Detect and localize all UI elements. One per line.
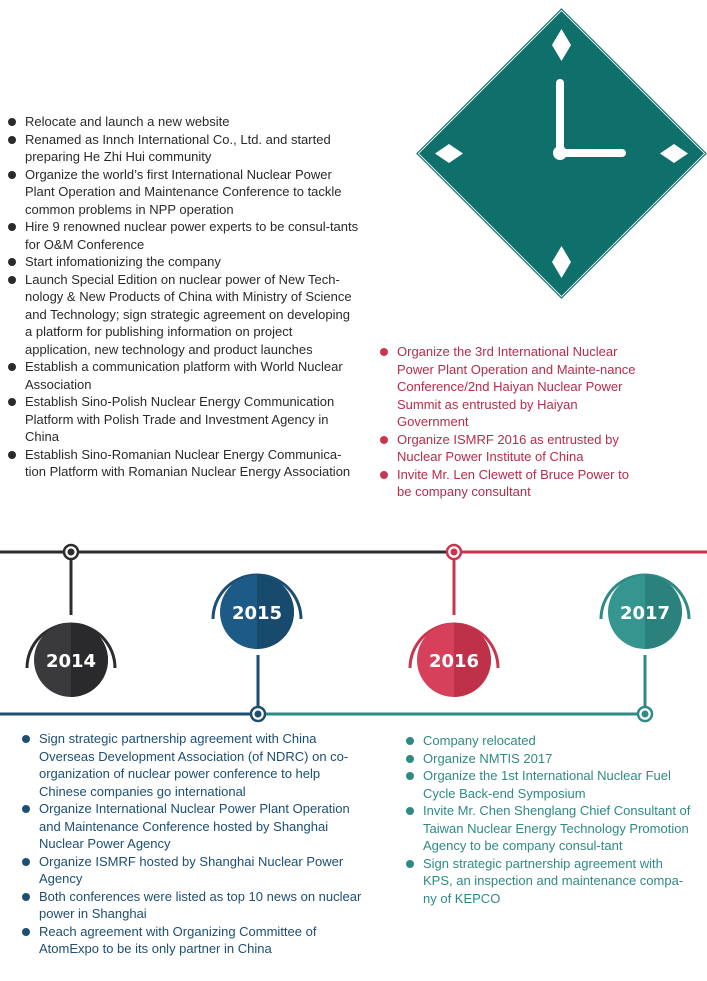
list-item: Renamed as Innch International Co., Ltd. and started preparing He Zhi Hui community — [7, 131, 359, 166]
node-2015-bottom — [251, 707, 265, 721]
clock-icon — [415, 7, 707, 300]
list-item: Invite Mr. Len Clewett of Bruce Power to be company consultant — [379, 466, 639, 501]
list-item: Start infomationizing the company — [7, 253, 359, 271]
list-item: Invite Mr. Chen Shenglang Chief Consultant of Taiwan Nuclear Energy Technology Promotion Agency to be company consul-tant — [405, 802, 695, 855]
list-item: Reach agreement with Organizing Committee of AtomExpo to be its only partner in China — [21, 923, 371, 958]
year-2017-label: 2017 — [619, 603, 671, 624]
list-item: Both conferences were listed as top 10 news on nuclear power in Shanghai — [21, 888, 371, 923]
list-2014 — [7, 113, 359, 481]
list-item: Hire 9 renowned nuclear power experts to be consul-tants for O&M Conference — [7, 218, 359, 253]
list-item: Company relocated — [405, 732, 695, 750]
list-item: Organize ISMRF 2016 as entrusted by Nuclear Power Institute of China — [379, 431, 639, 466]
year-2014-label: 2014 — [45, 651, 97, 672]
list-item: Organize ISMRF hosted by Shanghai Nuclear Power Agency — [21, 853, 371, 888]
node-2014-top — [64, 545, 78, 559]
list-item: Organize NMTIS 2017 — [405, 750, 695, 768]
list-item: Launch Special Edition on nuclear power of New Tech-nology & New Products of China with Ministry of Science and Technology; sign strategic agreement on developing a platform for publishing information on project application, new technology and product launches — [7, 271, 359, 359]
list-2016 — [379, 343, 639, 501]
year-2015-label: 2015 — [231, 603, 283, 624]
year-badge-2017 — [601, 575, 689, 649]
list-item: Organize the world’s first International Nuclear Power Plant Operation and Maintenance Conference to tackle common problems in NPP operation — [7, 166, 359, 219]
year-badge-2014 — [27, 623, 115, 697]
node-2017-bottom — [638, 707, 652, 721]
year-badge-2015 — [213, 575, 301, 649]
list-2015 — [21, 730, 371, 958]
list-item: Organize the 3rd International Nuclear Power Plant Operation and Mainte-nance Conference/2nd Haiyan Nuclear Power Summit as entrusted by Haiyan Government — [379, 343, 639, 431]
clock-center — [553, 146, 567, 160]
timeline — [0, 535, 707, 725]
list-item: Establish Sino-Romanian Nuclear Energy Communica-tion Platform with Romanian Nuclear Energy Association — [7, 446, 359, 481]
list-item: Relocate and launch a new website — [7, 113, 359, 131]
list-item: Establish Sino-Polish Nuclear Energy Communication Platform with Polish Trade and Investment Agency in China — [7, 393, 359, 446]
list-2017 — [405, 732, 695, 907]
list-item: Organize the 1st International Nuclear Fuel Cycle Back-end Symposium — [405, 767, 695, 802]
node-2016-top — [447, 545, 461, 559]
list-item: Sign strategic partnership agreement with KPS, an inspection and maintenance compa-ny of KEPCO — [405, 855, 695, 908]
list-item: Establish a communication platform with World Nuclear Association — [7, 358, 359, 393]
list-item: Organize International Nuclear Power Plant Operation and Maintenance Conference hosted by Shanghai Nuclear Power Agency — [21, 800, 371, 853]
list-item: Sign strategic partnership agreement with China Overseas Development Association (of NDRC) on co-organization of nuclear power conference to help Chinese companies go international — [21, 730, 371, 800]
year-2016-label: 2016 — [428, 651, 480, 672]
year-badge-2016 — [410, 623, 498, 697]
